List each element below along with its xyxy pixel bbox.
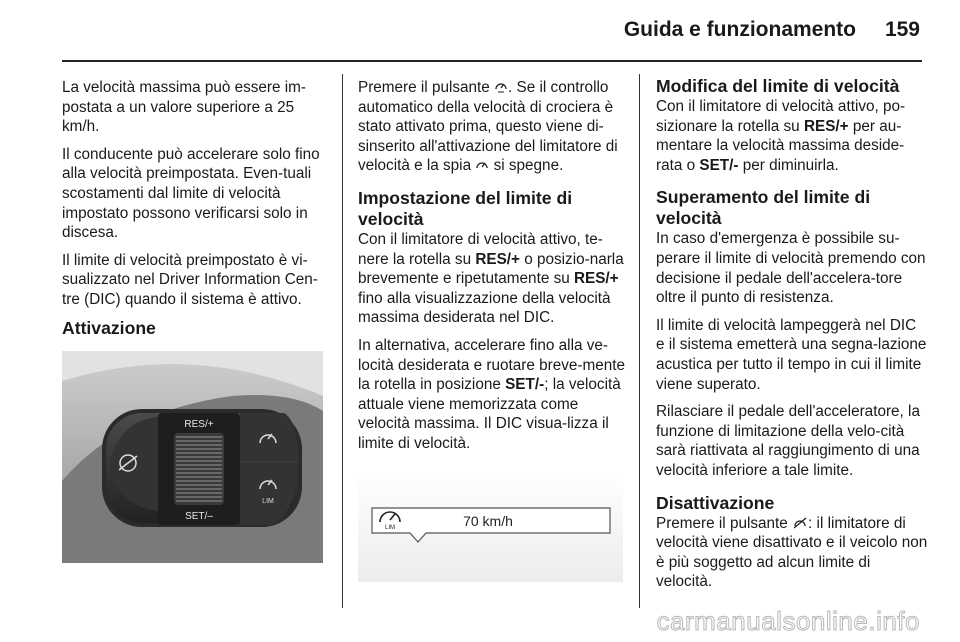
section-title: Guida e funzionamento bbox=[623, 18, 856, 41]
paragraph: Il conducente può accelerare solo fino alla velocità preimpostata. Even-tuali scostamenti dal limite di velocità impostato possono verificarsi solo in discesa. bbox=[62, 145, 320, 242]
paragraph: Premere il pulsante : il limitatore di velocità viene disattivato e il veicolo non è più soggetto ad alcun limite di velocità. bbox=[656, 514, 928, 591]
page-number: 159 bbox=[884, 18, 920, 41]
column-1 bbox=[62, 78, 330, 563]
heading-attivazione: Attivazione bbox=[62, 317, 156, 338]
dic-lim-label: LIM bbox=[384, 524, 396, 531]
dic-speed-value: 70 km/h bbox=[463, 512, 513, 529]
page-header bbox=[0, 12, 960, 48]
lim-label: LIM bbox=[262, 497, 274, 505]
speed-limiter-icon bbox=[494, 80, 508, 94]
paragraph: In caso d'emergenza è possibile su-perare il limite di velocità premendo con decisione il pedale dell'accelera-tore oltre il punto di resistenza. bbox=[656, 230, 926, 307]
paragraph: La velocità massima può essere im-postata a un valore superiore a 25 km/h. bbox=[62, 79, 306, 136]
paragraph: Con il limitatore di velocità attivo, po-sizionare la rotella su RES/+ per au-mentare la velocità massima deside-rata o SET/- per diminuirla. bbox=[656, 98, 906, 174]
res-label: RES/+ bbox=[184, 418, 214, 430]
column-divider bbox=[342, 74, 343, 608]
paragraph: Con il limitatore di velocità attivo, te-nere la rotella su RES/+ o posizio-narla brevemente e ripetutamente su RES/+ fino alla visualizzazione della velocità massima desiderata nel DIC. bbox=[358, 230, 624, 327]
cruise-control-lamp-icon bbox=[475, 158, 489, 172]
heading-impostazione: Impostazione del limite di velocità bbox=[358, 187, 573, 229]
column-2 bbox=[358, 78, 626, 582]
watermark-text: carmanualsonline.info bbox=[656, 606, 920, 636]
heading-modifica: Modifica del limite di velocità bbox=[656, 76, 900, 96]
watermark bbox=[0, 606, 960, 637]
heading-disattivazione: Disattivazione bbox=[656, 492, 775, 513]
paragraph: In alternativa, accelerare fino alla ve-locità desiderata e ruotare breve-mente la rotella in posizione SET/-; la velocità attuale viene memorizzata come velocità massima. Il DIC visua-lizza il limite di velocità. bbox=[358, 336, 625, 452]
cancel-icon bbox=[792, 516, 808, 530]
steering-wheel-controls-image bbox=[62, 351, 323, 563]
paragraph: Il limite di velocità lampeggerà nel DIC e il sistema emetterà una segna-lazione acustica per tutto il tempo in cui il limite viene superato. bbox=[656, 316, 927, 393]
set-label: SET/– bbox=[185, 510, 213, 522]
paragraph: Il limite di velocità preimpostato è vi-sualizzato nel Driver Information Cen-tre (DIC) quando il sistema è attivo. bbox=[62, 251, 318, 308]
column-3 bbox=[656, 78, 928, 600]
column-divider bbox=[639, 74, 640, 608]
header-rule bbox=[62, 60, 922, 62]
heading-superamento: Superamento del limite di velocità bbox=[656, 187, 871, 229]
paragraph: Premere il pulsante . Se il controllo automatico della velocità di crociera è stato attivato prima, questo viene di-sinserito all'attivazione del limitatore di velocità e la spia si spegne. bbox=[358, 79, 618, 175]
dic-display-image bbox=[358, 472, 623, 582]
paragraph: Rilasciare il pedale dell'acceleratore, la funzione di limitazione della velo-cità sarà riattivata al raggiungimento di una velocità inferiore a tale limite. bbox=[656, 403, 920, 479]
